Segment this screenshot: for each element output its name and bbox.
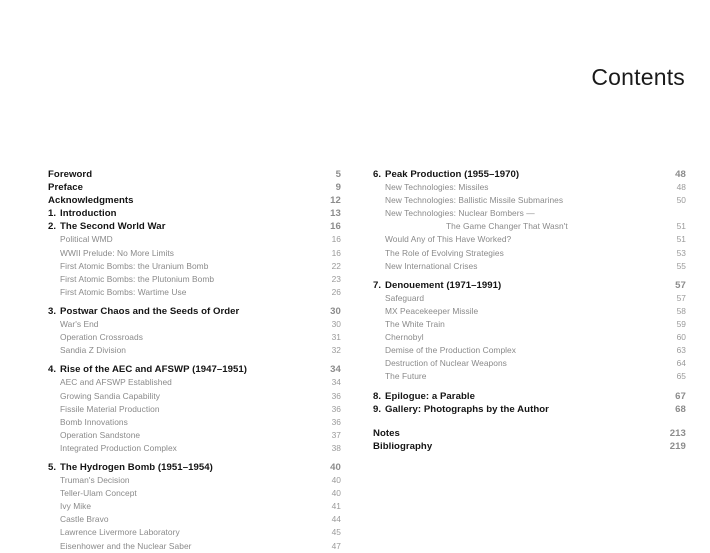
toc-entry-title: First Atomic Bombs: the Uranium Bomb <box>60 260 209 271</box>
toc-subsection-entry[interactable] <box>373 220 686 233</box>
toc-entry-label-wrap <box>60 487 137 500</box>
toc-page-number: 57 <box>675 279 686 291</box>
toc-page-number: 30 <box>330 305 341 317</box>
toc-chapter-number: 3. <box>48 305 57 317</box>
toc-entry-label-wrap <box>373 390 475 403</box>
toc-entry-label-wrap <box>60 273 214 286</box>
toc-entry-title: Castle Bravo <box>60 514 109 525</box>
toc-page-number: 40 <box>331 488 341 499</box>
toc-subsection-entry[interactable] <box>48 442 341 455</box>
toc-entry-label-wrap <box>48 220 165 233</box>
toc-entry-label-wrap <box>385 247 504 260</box>
toc-entry-label-wrap <box>373 403 549 416</box>
toc-entry-title: Safeguard <box>385 292 425 303</box>
toc-subsection-entry[interactable] <box>373 292 686 305</box>
toc-entry-title: Postwar Chaos and the Seeds of Order <box>60 305 240 317</box>
toc-page-number: 5 <box>335 169 341 180</box>
toc-subsection-entry[interactable] <box>48 487 341 500</box>
toc-entry-title: Fissile Material Production <box>60 403 160 414</box>
toc-column-left <box>48 168 341 553</box>
toc-subsection-entry[interactable] <box>373 344 686 357</box>
toc-entry-title: New International Crises <box>385 260 478 271</box>
toc-subsection-entry[interactable] <box>48 273 341 286</box>
toc-entry-title: New Technologies: Ballistic Missile Submarines <box>385 195 564 206</box>
toc-page-number: 65 <box>676 371 686 382</box>
toc-page-number: 63 <box>676 345 686 356</box>
toc-entry-label-wrap <box>385 331 424 344</box>
toc-entry-title: Peak Production (1955–1970) <box>385 169 520 180</box>
toc-entry-label-wrap <box>60 500 91 513</box>
toc-subsection-entry[interactable] <box>48 513 341 526</box>
toc-subsection-entry[interactable] <box>48 429 341 442</box>
toc-page-number: 48 <box>675 169 686 180</box>
toc-entry-label-wrap <box>385 233 511 246</box>
toc-entry-title: Bibliography <box>373 440 433 452</box>
toc-subsection-entry[interactable] <box>48 526 341 539</box>
toc-page-number: 36 <box>331 416 341 427</box>
toc-entry-label-wrap <box>48 194 134 207</box>
toc-subsection-entry[interactable] <box>373 194 686 207</box>
toc-chapter-number: 2. <box>48 221 57 233</box>
toc-entry-title: Acknowledgments <box>48 195 134 207</box>
toc-page-number: 34 <box>331 377 341 388</box>
toc-entry-title: Ivy Mike <box>60 501 92 512</box>
toc-page-number: 22 <box>331 260 341 271</box>
toc-entry-label-wrap <box>60 318 99 331</box>
toc-entry-title: AEC and AFSWP Established <box>60 377 172 388</box>
toc-page-number: 219 <box>669 440 686 452</box>
toc-chapter-entry[interactable] <box>48 168 341 181</box>
toc-entry-title: War's End <box>60 319 99 330</box>
toc-chapter-number: 1. <box>48 208 57 220</box>
toc-entry-label-wrap <box>373 427 400 440</box>
toc-page-number: 47 <box>331 540 341 551</box>
toc-subsection-entry[interactable] <box>373 318 686 331</box>
toc-subsection-entry[interactable] <box>373 207 686 220</box>
toc-subsection-entry[interactable] <box>373 181 686 194</box>
toc-page-number: 58 <box>676 305 686 316</box>
toc-page-number: 60 <box>676 332 686 343</box>
toc-entry-label-wrap <box>385 260 477 273</box>
toc-entry-title: The Second World War <box>60 221 166 233</box>
toc-chapter-number: 4. <box>48 364 57 376</box>
toc-subsection-entry[interactable] <box>48 416 341 429</box>
toc-entry-label-wrap <box>48 305 239 318</box>
toc-chapter-number: 6. <box>373 169 382 180</box>
toc-entry-title: Operation Sandstone <box>60 429 141 440</box>
toc-entry-label-wrap <box>385 207 535 220</box>
toc-page-number: 55 <box>676 260 686 271</box>
toc-page-number: 64 <box>676 358 686 369</box>
toc-entry-label-wrap <box>48 461 213 474</box>
toc-entry-label-wrap <box>60 526 180 539</box>
toc-page-number: 51 <box>676 234 686 245</box>
toc-entry-title: Teller-Ulam Concept <box>60 488 137 499</box>
toc-entry-label-wrap <box>385 357 507 370</box>
toc-entry-title: Operation Crossroads <box>60 332 143 343</box>
toc-chapter-entry[interactable] <box>373 403 686 416</box>
toc-subsection-entry[interactable] <box>373 233 686 246</box>
toc-page-number: 41 <box>331 501 341 512</box>
toc-subsection-entry[interactable] <box>48 403 341 416</box>
toc-chapter-entry[interactable] <box>48 220 341 233</box>
toc-page-number: 48 <box>676 182 686 193</box>
toc-entry-title: Demise of the Production Complex <box>385 345 517 356</box>
toc-subsection-entry[interactable] <box>48 376 341 389</box>
toc-entry-label-wrap <box>385 370 426 383</box>
toc-entry-label-wrap <box>385 194 563 207</box>
toc-chapter-number: 9. <box>373 403 382 415</box>
toc-subsection-entry[interactable] <box>48 540 341 553</box>
toc-entry-label-wrap <box>385 318 445 331</box>
toc-entry-label-wrap <box>385 305 478 318</box>
toc-subsection-entry[interactable] <box>48 344 341 357</box>
toc-subsection-entry[interactable] <box>48 286 341 299</box>
toc-page-number: 16 <box>331 234 341 245</box>
toc-page-number: 9 <box>335 182 341 194</box>
toc-entry-title: Rise of the AEC and AFSWP (1947–1951) <box>60 364 248 376</box>
toc-chapter-entry[interactable] <box>48 461 341 474</box>
toc-chapter-entry[interactable] <box>48 207 341 220</box>
toc-page-number: 38 <box>331 442 341 453</box>
toc-entry-label-wrap <box>48 181 83 194</box>
toc-entry-title: Eisenhower and the Nuclear Saber <box>60 540 192 551</box>
toc-entry-label-wrap <box>446 220 568 233</box>
toc-entry-label-wrap <box>60 344 126 357</box>
toc-page-number: 57 <box>676 292 686 303</box>
toc-entry-title: Lawrence Livermore Laboratory <box>60 527 180 538</box>
toc-page-number: 16 <box>330 221 341 233</box>
toc-chapter-entry[interactable] <box>48 305 341 318</box>
toc-entry-label-wrap <box>60 260 208 273</box>
toc-subsection-entry[interactable] <box>373 331 686 344</box>
toc-chapter-entry[interactable] <box>373 168 686 181</box>
toc-entry-label-wrap <box>48 363 247 376</box>
toc-page-number: 45 <box>331 527 341 538</box>
toc-entry-title: Epilogue: a Parable <box>385 390 475 402</box>
toc-page-number: 59 <box>676 319 686 330</box>
toc-page-number: 36 <box>331 403 341 414</box>
toc-subsection-entry[interactable] <box>48 233 341 246</box>
toc-subsection-entry[interactable] <box>48 247 341 260</box>
toc-chapter-entry[interactable] <box>373 279 686 292</box>
toc-page-number: 13 <box>330 208 341 220</box>
toc-page-number: 31 <box>331 332 341 343</box>
toc-page-number: 36 <box>331 390 341 401</box>
toc-chapter-number: 8. <box>373 390 382 402</box>
toc-entry-title: First Atomic Bombs: the Plutonium Bomb <box>60 273 215 284</box>
toc-entry-title: Political WMD <box>60 234 113 245</box>
toc-entry-title: Notes <box>373 427 400 439</box>
toc-page-number: 37 <box>331 429 341 440</box>
toc-entry-title: New Technologies: Missiles <box>385 182 489 193</box>
toc-entry-label-wrap <box>60 474 130 487</box>
toc-column-right <box>373 168 686 453</box>
toc-entry-label-wrap <box>385 344 516 357</box>
toc-entry-title: Destruction of Nuclear Weapons <box>385 358 507 369</box>
toc-page-number: 12 <box>330 195 341 207</box>
toc-chapter-entry[interactable] <box>48 181 341 194</box>
toc-entry-label-wrap <box>60 442 177 455</box>
toc-page-number: 34 <box>330 364 341 376</box>
page-title: Contents <box>591 64 685 90</box>
toc-chapter-number: 5. <box>48 461 57 473</box>
toc-entry-title: Growing Sandia Capability <box>60 390 160 401</box>
toc-entry-label-wrap <box>60 513 109 526</box>
toc-entry-label-wrap <box>373 279 501 292</box>
toc-entry-label-wrap <box>385 292 424 305</box>
toc-entry-label-wrap <box>373 168 519 181</box>
toc-entry-label-wrap <box>60 247 174 260</box>
toc-page-number: 26 <box>331 286 341 297</box>
toc-entry-title: Bomb Innovations <box>60 416 128 427</box>
toc-entry-title: Gallery: Photographs by the Author <box>385 403 549 415</box>
toc-entry-title: Denouement (1971–1991) <box>385 279 502 291</box>
toc-entry-title: MX Peacekeeper Missile <box>385 305 479 316</box>
toc-chapter-number: 7. <box>373 279 382 291</box>
toc-chapter-entry[interactable] <box>373 427 686 440</box>
toc-page-number: 32 <box>331 345 341 356</box>
toc-entry-title: Foreword <box>48 169 93 180</box>
toc-entry-title: First Atomic Bombs: Wartime Use <box>60 286 187 297</box>
toc-subsection-entry[interactable] <box>373 247 686 260</box>
toc-subsection-entry[interactable] <box>48 331 341 344</box>
toc-entry-title: Sandia Z Division <box>60 345 127 356</box>
toc-entry-title: The Game Changer That Wasn't <box>446 221 568 232</box>
toc-entry-title: The Hydrogen Bomb (1951–1954) <box>60 461 213 473</box>
toc-entry-label-wrap <box>60 331 143 344</box>
toc-page-number: 40 <box>331 475 341 486</box>
toc-entry-title: The Role of Evolving Strategies <box>385 247 504 258</box>
toc-chapter-entry[interactable] <box>373 440 686 453</box>
toc-entry-label-wrap <box>48 168 92 181</box>
toc-subsection-entry[interactable] <box>373 370 686 383</box>
toc-page-number: 50 <box>676 195 686 206</box>
toc-entry-title: Truman's Decision <box>60 475 130 486</box>
toc-chapter-entry[interactable] <box>373 390 686 403</box>
toc-page-number: 213 <box>669 427 686 439</box>
toc-entry-label-wrap <box>60 403 160 416</box>
toc-subsection-entry[interactable] <box>373 357 686 370</box>
toc-entry-title: Chernobyl <box>385 332 424 343</box>
toc-entry-title: Introduction <box>60 208 117 220</box>
toc-subsection-entry[interactable] <box>48 260 341 273</box>
toc-subsection-entry[interactable] <box>48 390 341 403</box>
toc-entry-title: Preface <box>48 182 84 194</box>
toc-page-number: 53 <box>676 247 686 258</box>
toc-page-number: 30 <box>331 319 341 330</box>
toc-entry-label-wrap <box>48 207 117 220</box>
toc-entry-label-wrap <box>60 390 160 403</box>
toc-page-number: 67 <box>675 390 686 402</box>
toc-chapter-entry[interactable] <box>48 363 341 376</box>
toc-subsection-entry[interactable] <box>373 260 686 273</box>
toc-page-number: 44 <box>331 514 341 525</box>
toc-entry-title: WWII Prelude: No More Limits <box>60 247 175 258</box>
toc-section-spacer <box>373 416 686 427</box>
toc-subsection-entry[interactable] <box>373 305 686 318</box>
toc-entry-title: Would Any of This Have Worked? <box>385 234 512 245</box>
toc-entry-label-wrap <box>373 440 432 453</box>
toc-subsection-entry[interactable] <box>48 474 341 487</box>
toc-entry-label-wrap <box>60 376 172 389</box>
toc-subsection-entry[interactable] <box>48 318 341 331</box>
toc-entry-label-wrap <box>385 181 489 194</box>
toc-entry-title: The Future <box>385 371 427 382</box>
toc-page-number: 40 <box>330 461 341 473</box>
toc-entry-label-wrap <box>60 233 113 246</box>
toc-page-number: 68 <box>675 403 686 415</box>
toc-entry-title: The White Train <box>385 319 445 330</box>
toc-page-number: 51 <box>676 221 686 232</box>
toc-entry-label-wrap <box>60 540 192 553</box>
toc-page-number: 16 <box>331 247 341 258</box>
toc-entry-title: Integrated Production Complex <box>60 442 177 453</box>
toc-entry-label-wrap <box>60 416 128 429</box>
toc-entry-label-wrap <box>60 429 140 442</box>
toc-page-number: 23 <box>331 273 341 284</box>
toc-entry-label-wrap <box>60 286 186 299</box>
toc-chapter-entry[interactable] <box>48 194 341 207</box>
toc-subsection-entry[interactable] <box>48 500 341 513</box>
toc-entry-title: New Technologies: Nuclear Bombers — <box>385 208 535 219</box>
